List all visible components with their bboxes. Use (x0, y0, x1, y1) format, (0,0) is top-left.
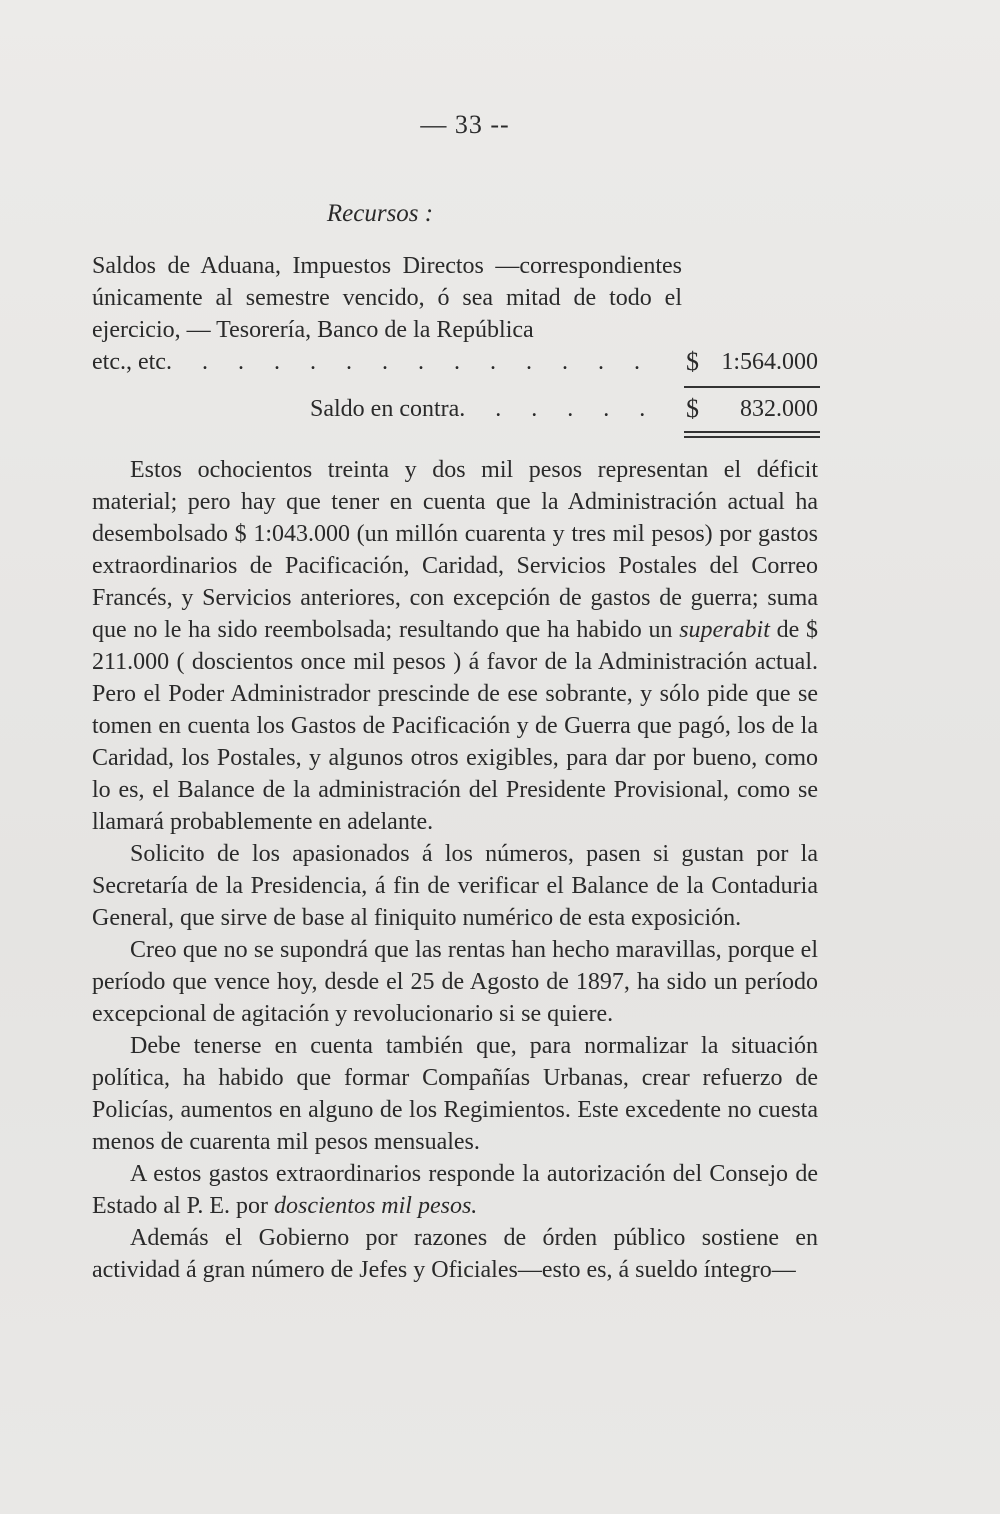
balance-leaders: . . . . . . (459, 396, 658, 422)
superabit-term: superabit (679, 617, 770, 643)
resources-statement-last-line (92, 346, 652, 378)
section-heading: Recursos : (326, 200, 434, 227)
balance-amount: 832.000 (740, 396, 818, 422)
balance-currency-sign: $ (686, 394, 699, 423)
paragraph-gobierno: Además el Gobierno por razones de órden público sostiene en actividad á gran número de Jefes y Oficiales—esto es, á sueldo íntegro— (92, 1225, 818, 1283)
balance-label: Saldo en contra (310, 396, 460, 422)
resources-amount: 1:564.000 (721, 349, 818, 375)
resources-statement: Saldos de Aduana, Impuestos Directos —correspondientes únicamente al semestre vencido, ó sea mitad de todo el ejercicio, — Tesorería, Banco de la República (92, 253, 682, 343)
page-number: — 33 -- (420, 110, 510, 139)
balance-line (310, 393, 670, 425)
sum-rule (684, 386, 820, 388)
paragraph-consejo (92, 1158, 818, 1222)
paragraph-deficit-text-2: de $ 211.000 ( doscientos once mil pesos ) á favor de la Administración actual. Pero el Poder Administrador prescinde de ese sobrante, y sólo pide que se tomen en cuenta los Gastos de Pacificación y de Guerra que pagó, los de la Caridad, los Postales, y algunos otros exigibles, para dar por bueno, como lo es, el Balance de la administración del Presidente Provisional, como se llamará probablemente en adelante. (92, 617, 819, 835)
paragraph-situacion: Debe tenerse en cuenta también que, para normalizar la situación política, ha habido que formar Compañías Urbanas, crear refuerzo de Policías, aumentos en alguno de los Regimientos. Este excedente no cuesta menos de cuarenta mil pesos mensuales. (92, 1033, 818, 1155)
paragraph-request: Solicito de los apasionados á los números, pasen si gustan por la Secretaría de la Presidencia, á fin de verificar el Balance de la Contaduria General, que sirve de base al finiquito numérico de esta exposición. (92, 841, 818, 931)
double-rule-top (684, 431, 820, 433)
resources-currency-sign: $ (686, 347, 699, 376)
paragraph-deficit (92, 454, 818, 838)
doscientos-mil-term: doscientos mil pesos. (273, 1193, 478, 1219)
statement-last-line-text: etc., etc (92, 349, 166, 375)
paragraph-deficit-text-1: Estos ochocientos treinta y dos mil pesos representan el déficit material; pero hay que tener en cuenta que la Administración actual ha desembolsado $ 1:043.000 (un millón cuarenta y tres mil pesos) por gastos extraordinarios de Pacificación, Caridad, Servicios Postales del Correo Francés, y Servicios anteriores, con excepción de gastos de guerra; suma que no le ha sido reembolsada; resultando que ha habido un (92, 457, 818, 643)
statement-leaders: . . . . . . . . . . . . . . (165, 349, 652, 375)
body-text (92, 454, 818, 1286)
paragraph-rentas: Creo que no se supondrá que las rentas han hecho maravillas, porque el período que vence hoy, desde el 25 de Agosto de 1897, ha sido un período excepcional de agitación y revolucionario si se quiere. (92, 937, 818, 1027)
paragraph-consejo-text: A estos gastos extraordinarios responde la autorización del Consejo de Estado al P. E. por (92, 1161, 818, 1219)
double-rule-bottom (684, 436, 820, 438)
